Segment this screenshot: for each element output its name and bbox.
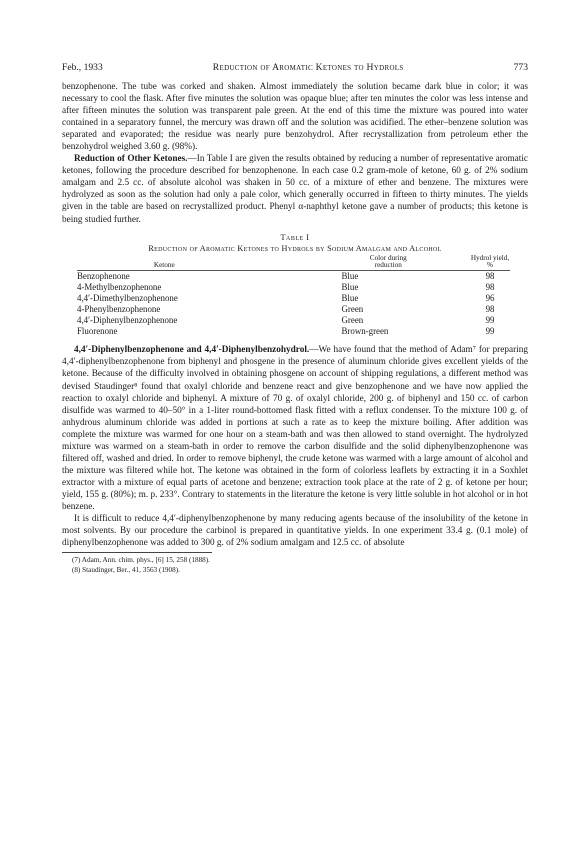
- paragraph-3-text: —We have found that the method of Adam⁷ for preparing 4,4′-diphenylbenzophenone from biphenyl and phosgene in the presence of aluminum chloride gives excellent yields of the ketone. Because of the difficulty involved in obtaining phosgene on account of shipping regulations, a different method was devised Staudinger⁸ found that oxalyl chloride and benzene react and give benzophenone and we have now applied the reaction to oxalyl chloride and biphenyl. A mixture of 70 g. of oxalyl chloride, 200 g. of biphenyl and 150 cc. of carbon disulfide was warmed to 40–50° in a 1-liter round-bottomed flask fitted with a reflux condenser. To the mixture 100 g. of anhydrous aluminum chloride was added in portions at such a rate as to keep the mixture boiling. After addition was complete the mixture was warmed for one hour on a steam-bath and was then allowed to stand overnight. The hydrolyzed mixture was warmed on a steam-bath in order to remove the carbon disulfide and the solid diphenylbenzophenone was filtered off, washed and dried. In order to remove biphenyl, the crude ketone was warmed with a large amount of alcohol and the mixture was filtered while hot. The ketone was obtained in the form of colorless leaflets by extracting it in a Soxhlet extractor with a mixture of equal parts of acetone and benzene; extraction took place at the rate of 2 g. of ketone per hour; yield, 155 g. (80%); m. p. 233°. Contrary to statements in the literature the ketone is very little soluble in hot alcohol or in hot benzene.: [62, 345, 528, 512]
- table-row: [77, 293, 510, 304]
- header-date: Feb., 1933: [62, 62, 103, 73]
- column-header-yield: Hydrol yield, %: [470, 253, 510, 269]
- section-heading-diphenylbenzophenone: 4,4′-Diphenylbenzophenone and 4,4′-Diphenylbenzohydrol.: [74, 345, 310, 356]
- cell-ketone: 4,4′-Diphenylbenzophenone: [77, 315, 178, 326]
- cell-yield: 99: [485, 315, 495, 326]
- table-row: [77, 282, 510, 293]
- cell-color: Blue: [341, 293, 359, 304]
- cell-yield: 98: [485, 282, 495, 293]
- table-row: [77, 315, 510, 326]
- cell-yield: 98: [485, 304, 495, 315]
- table-row: [77, 304, 510, 315]
- table-label: Table I: [280, 232, 310, 242]
- paragraph-2-text: —In Table I are given the results obtained by reducing a number of representative aromatic ketones, following the procedure described for benzophenone. In each case 0.2 gram-mole of ketone, 60 g. of 2% sodium amalgam and 2.5 cc. of absolute alcohol was shaken in 50 cc. of a mixture of ether and benzene. The mixtures were hydrolyzed as soon as the solution had only a pale color, which generally occurred in fifteen to thirty minutes. The yields given in the table are based on recrystallized product. Phenyl α-naphthyl ketone gave a number of products; this ketone is being studied further.: [62, 154, 528, 225]
- paragraph-2: [62, 153, 528, 225]
- column-header-color: Color during reduction: [342, 255, 470, 271]
- cell-ketone: Benzophenone: [77, 271, 130, 282]
- running-header: [62, 62, 528, 74]
- paragraph-3: [62, 344, 528, 513]
- paragraph-1: benzophenone. The tube was corked and shaken. Almost immediately the solution became dark blue in color; it was necessary to cool the flask. After five minutes the solution was opaque blue; after ten minutes the color was less intense and after fifteen minutes the solution was transparent pale green. At the end of this time the mixture was poured into water contained in a separatory funnel, the mercury was drawn off and the solution was acidified. The ether–benzene solution was separated and evaporated; the residue was nearly pure benzohydrol. After recrystallization from petroleum ether the benzohydrol weighed 3.60 g. (98%).: [62, 82, 528, 153]
- cell-color: Blue: [341, 282, 359, 293]
- paragraph-4: It is difficult to reduce 4,4′-diphenylbenzophenone by many reducing agents because of the insolubility of the ketone in most solvents. By our procedure the carbinol is prepared in quantitative yields. In one experiment 33.4 g. (0.1 mole) of diphenylbenzophenone was added to 300 g. of 2% sodium amalgam and 12.5 cc. of absolute: [62, 514, 528, 549]
- cell-yield: 99: [485, 326, 495, 337]
- footnote-7: (7) Adam, Ann. chim. phys., [6] 15, 258 (1888).: [72, 556, 210, 565]
- footnote-8: (8) Staudinger, Ber., 41, 3563 (1908).: [72, 566, 180, 575]
- cell-color: Brown-green: [341, 326, 389, 337]
- column-header-ketone: Ketone: [77, 255, 342, 271]
- cell-ketone: 4,4′-Dimethylbenzophenone: [77, 293, 178, 304]
- cell-ketone: 4-Phenylbenzophenone: [77, 304, 161, 315]
- table-header-row: [77, 255, 510, 271]
- header-title: Reduction of Aromatic Ketones to Hydrols: [212, 62, 404, 73]
- table-row: [77, 326, 510, 337]
- cell-color: Blue: [341, 271, 359, 282]
- cell-color: Green: [341, 315, 364, 326]
- cell-color: Green: [341, 304, 364, 315]
- table-caption: Reduction of Aromatic Ketones to Hydrols by Sodium Amalgam and Alcohol: [148, 243, 442, 253]
- results-table: [77, 255, 510, 338]
- table-row: [77, 271, 510, 283]
- cell-yield: 96: [485, 293, 495, 304]
- page-number: 773: [513, 62, 528, 73]
- cell-yield: 98: [485, 271, 495, 282]
- section-heading-other-ketones: Reduction of Other Ketones.: [74, 154, 188, 165]
- cell-ketone: 4-Methylbenzophenone: [77, 282, 162, 293]
- page: [62, 62, 528, 575]
- cell-ketone: Fluorenone: [77, 326, 118, 337]
